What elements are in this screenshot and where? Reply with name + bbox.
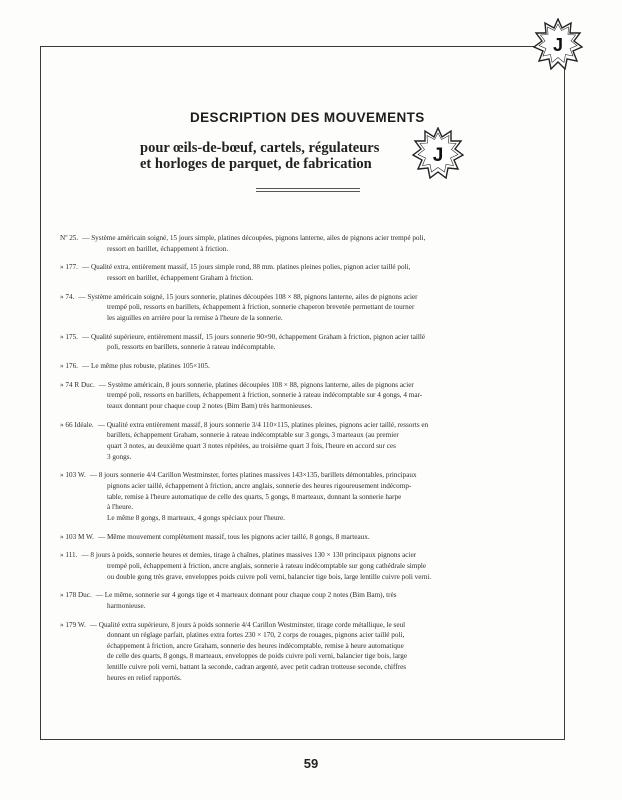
movement-description xyxy=(93,420,530,462)
description-line: — Même mouvement complètement massif, tous les pignons acier taillé, 8 gongs, 8 marteaux. xyxy=(97,532,370,541)
movement-entry xyxy=(60,332,530,353)
page-number: 59 xyxy=(303,756,319,771)
center-badge-letter: J xyxy=(432,145,444,166)
description-line: — Le même plus robuste, platines 105×105. xyxy=(81,362,210,371)
movement-description xyxy=(93,380,530,412)
description-line: — Système américain soigné, 15 jours simple, platines découpées, pignons lanterne, ailes de pignons acier trempé poli, xyxy=(82,234,426,242)
movement-number: » 74. xyxy=(60,292,75,301)
movement-entry xyxy=(60,620,530,684)
description-line: — Système américain, 8 jours sonnerie, platines découpées 108 × 88, pignons lanterne, ailes de pignons acier xyxy=(98,380,414,389)
description-line: barillets, échappement Graham, sonnerie à rateau indécomptable sur 3 gongs, 3 marteaux (au premier xyxy=(107,431,399,440)
description-line: teaux donnant pour chaque coup 2 notes (Bim Bam) très harmonieuses. xyxy=(107,402,313,411)
corner-badge-letter: J xyxy=(552,35,564,55)
corner-star-logo xyxy=(532,18,584,70)
description-line: — 8 jours sonnerie 4/4 Carillon Westminster, fortes platines massives 143×135, barillets démontables, principaux xyxy=(89,471,417,480)
description-line: 3 gongs. xyxy=(107,452,132,461)
movement-description xyxy=(93,532,530,543)
movement-number: » 175. xyxy=(60,332,78,341)
description-line: — Qualité extra entièrement massif, 8 jours sonnerie 3/4 110×115, platines pleines, pignons acier taillé, ressorts en xyxy=(97,420,429,429)
movement-number: » 111. xyxy=(60,551,78,560)
movement-entry xyxy=(60,361,530,372)
movement-description xyxy=(82,233,530,254)
description-line: table, remise à l'heure automatique de celle des quarts, 5 gongs, 8 marteaux, donnant la sonnerie harpe xyxy=(107,492,402,501)
movement-number: » 178 Duc. xyxy=(60,591,92,600)
movement-description xyxy=(81,361,530,372)
description-line: harmonieuse. xyxy=(107,601,146,610)
movement-description xyxy=(81,262,530,283)
movement-number: » 179 W. xyxy=(60,620,86,629)
description-line: ou double gong très grave, enveloppes poids cuivre poli verni, balancier tige bois, large lentille cuivre poli verni. xyxy=(107,572,432,581)
movement-number: » 176. xyxy=(60,362,78,371)
movement-number: Nº 25. xyxy=(60,234,79,242)
movement-description xyxy=(81,332,530,353)
movement-entry xyxy=(60,532,530,543)
movement-number: » 103 W. xyxy=(60,471,86,480)
description-line: les aiguilles en arrière pour la remise à l'heure de la sonnerie. xyxy=(107,313,283,322)
movement-number: » 66 Idéale. xyxy=(60,420,94,429)
description-line: — Système américain soigné, 15 jours sonnerie, platines découpées 108 × 88, pignons lanterne, ailes de pignons acier xyxy=(78,292,418,301)
description-line: — Qualité supérieure, entièrement massif, 15 jours sonnerie 90×90, échappement Graham à friction, pignon acier taillé xyxy=(81,332,426,341)
subtitle-line-1: pour œils-de-bœuf, cartels, régulateurs xyxy=(140,140,380,156)
movement-description xyxy=(89,620,530,684)
movement-description xyxy=(81,550,530,582)
movement-list xyxy=(60,233,530,691)
movement-description xyxy=(78,292,530,324)
description-line: Le même 8 gongs, 8 marteaux, 4 gongs spéciaux pour l'heure. xyxy=(107,513,285,522)
description-line: de celle des quarts, 8 gongs, 8 marteaux, enveloppes de poids cuivre poli verni, balancier tige bois, large xyxy=(107,652,408,661)
movement-description xyxy=(93,590,530,611)
description-line: ressort en barillet, échappement Graham à friction. xyxy=(107,273,254,282)
description-line: pignons acier taillé, échappement à friction, ancre anglais, sonnerie des heures rigoureusement indécomp- xyxy=(107,482,412,490)
page-title: DESCRIPTION DES MOUVEMENTS xyxy=(190,110,425,125)
movement-number: » 103 M W. xyxy=(60,532,94,541)
description-line: heures en relief rapportés. xyxy=(107,673,182,682)
description-line: lentille cuivre poli verni, battant la seconde, cadran argenté, avec petit cadran trotteuse seconde, chiffres xyxy=(107,663,407,672)
movement-entry xyxy=(60,420,530,462)
description-line: échappement à friction, ancre Graham, sonnerie des heures indécomptable, remise à heure automatique xyxy=(107,641,404,650)
divider-rule-bottom xyxy=(256,191,360,192)
movement-entry xyxy=(60,292,530,324)
movement-entry xyxy=(60,550,530,582)
subtitle-line-2: et horloges de parquet, de fabrication xyxy=(140,156,372,172)
center-star-logo xyxy=(411,127,465,181)
movement-description xyxy=(89,470,530,523)
description-line: trempé poli, ressorts en barillets, échappement à friction, sonnerie chaperon brevetée permettant de tourner xyxy=(107,303,415,312)
movement-number: » 74 R Duc. xyxy=(60,380,95,389)
movement-entry xyxy=(60,590,530,611)
movement-number: » 177. xyxy=(60,263,78,272)
movement-entry xyxy=(60,380,530,412)
movement-entry xyxy=(60,470,530,523)
description-line: — 8 jours à poids, sonnerie heures et demies, tirage à chaînes, platines massives 130 × 130 principaux pignons acier xyxy=(81,551,417,560)
description-line: donnant un réglage parfait, platines extra fortes 230 × 170, 2 corps de rouages, pignons acier taillé poli, xyxy=(107,631,405,640)
movement-entry xyxy=(60,262,530,283)
description-line: — Qualité extra, entièrement massif, 15 jours simple rond, 88 mm. platines pleines polies, pignon acier taillé poli, xyxy=(81,263,411,272)
description-line: quart 3 notes, au deuxième quart 3 notes répétées, au troisième quart 3 fois, l'heure en accord sur ces xyxy=(107,442,396,451)
description-line: à l'heure. xyxy=(107,503,134,512)
description-line: ressort en barillet, échappement à friction. xyxy=(107,244,229,253)
description-line: trempé poli, échappement à friction, ancre anglais, sonnerie à rateau indécomptable sur gong cathédrale simple xyxy=(107,561,427,570)
description-line: trempé poli, ressorts en barillets, échappement à friction, sonnerie à rateau indécomptable sur 4 gongs, 4 mar- xyxy=(107,391,423,400)
description-line: — Qualité extra supérieure, 8 jours à poids sonnerie 4/4 Carillon Westminster, tirage corde métallique, le seul xyxy=(89,620,406,629)
description-line: — Le même, sonnerie sur 4 gongs tige et 4 marteaux donnant pour chaque coup 2 notes (Bim Bam), très xyxy=(95,591,397,600)
divider-rule-top xyxy=(256,188,360,189)
description-line: poli, ressorts en barillets, sonnerie à rateau indécomptable. xyxy=(107,343,276,352)
movement-entry xyxy=(60,233,530,254)
